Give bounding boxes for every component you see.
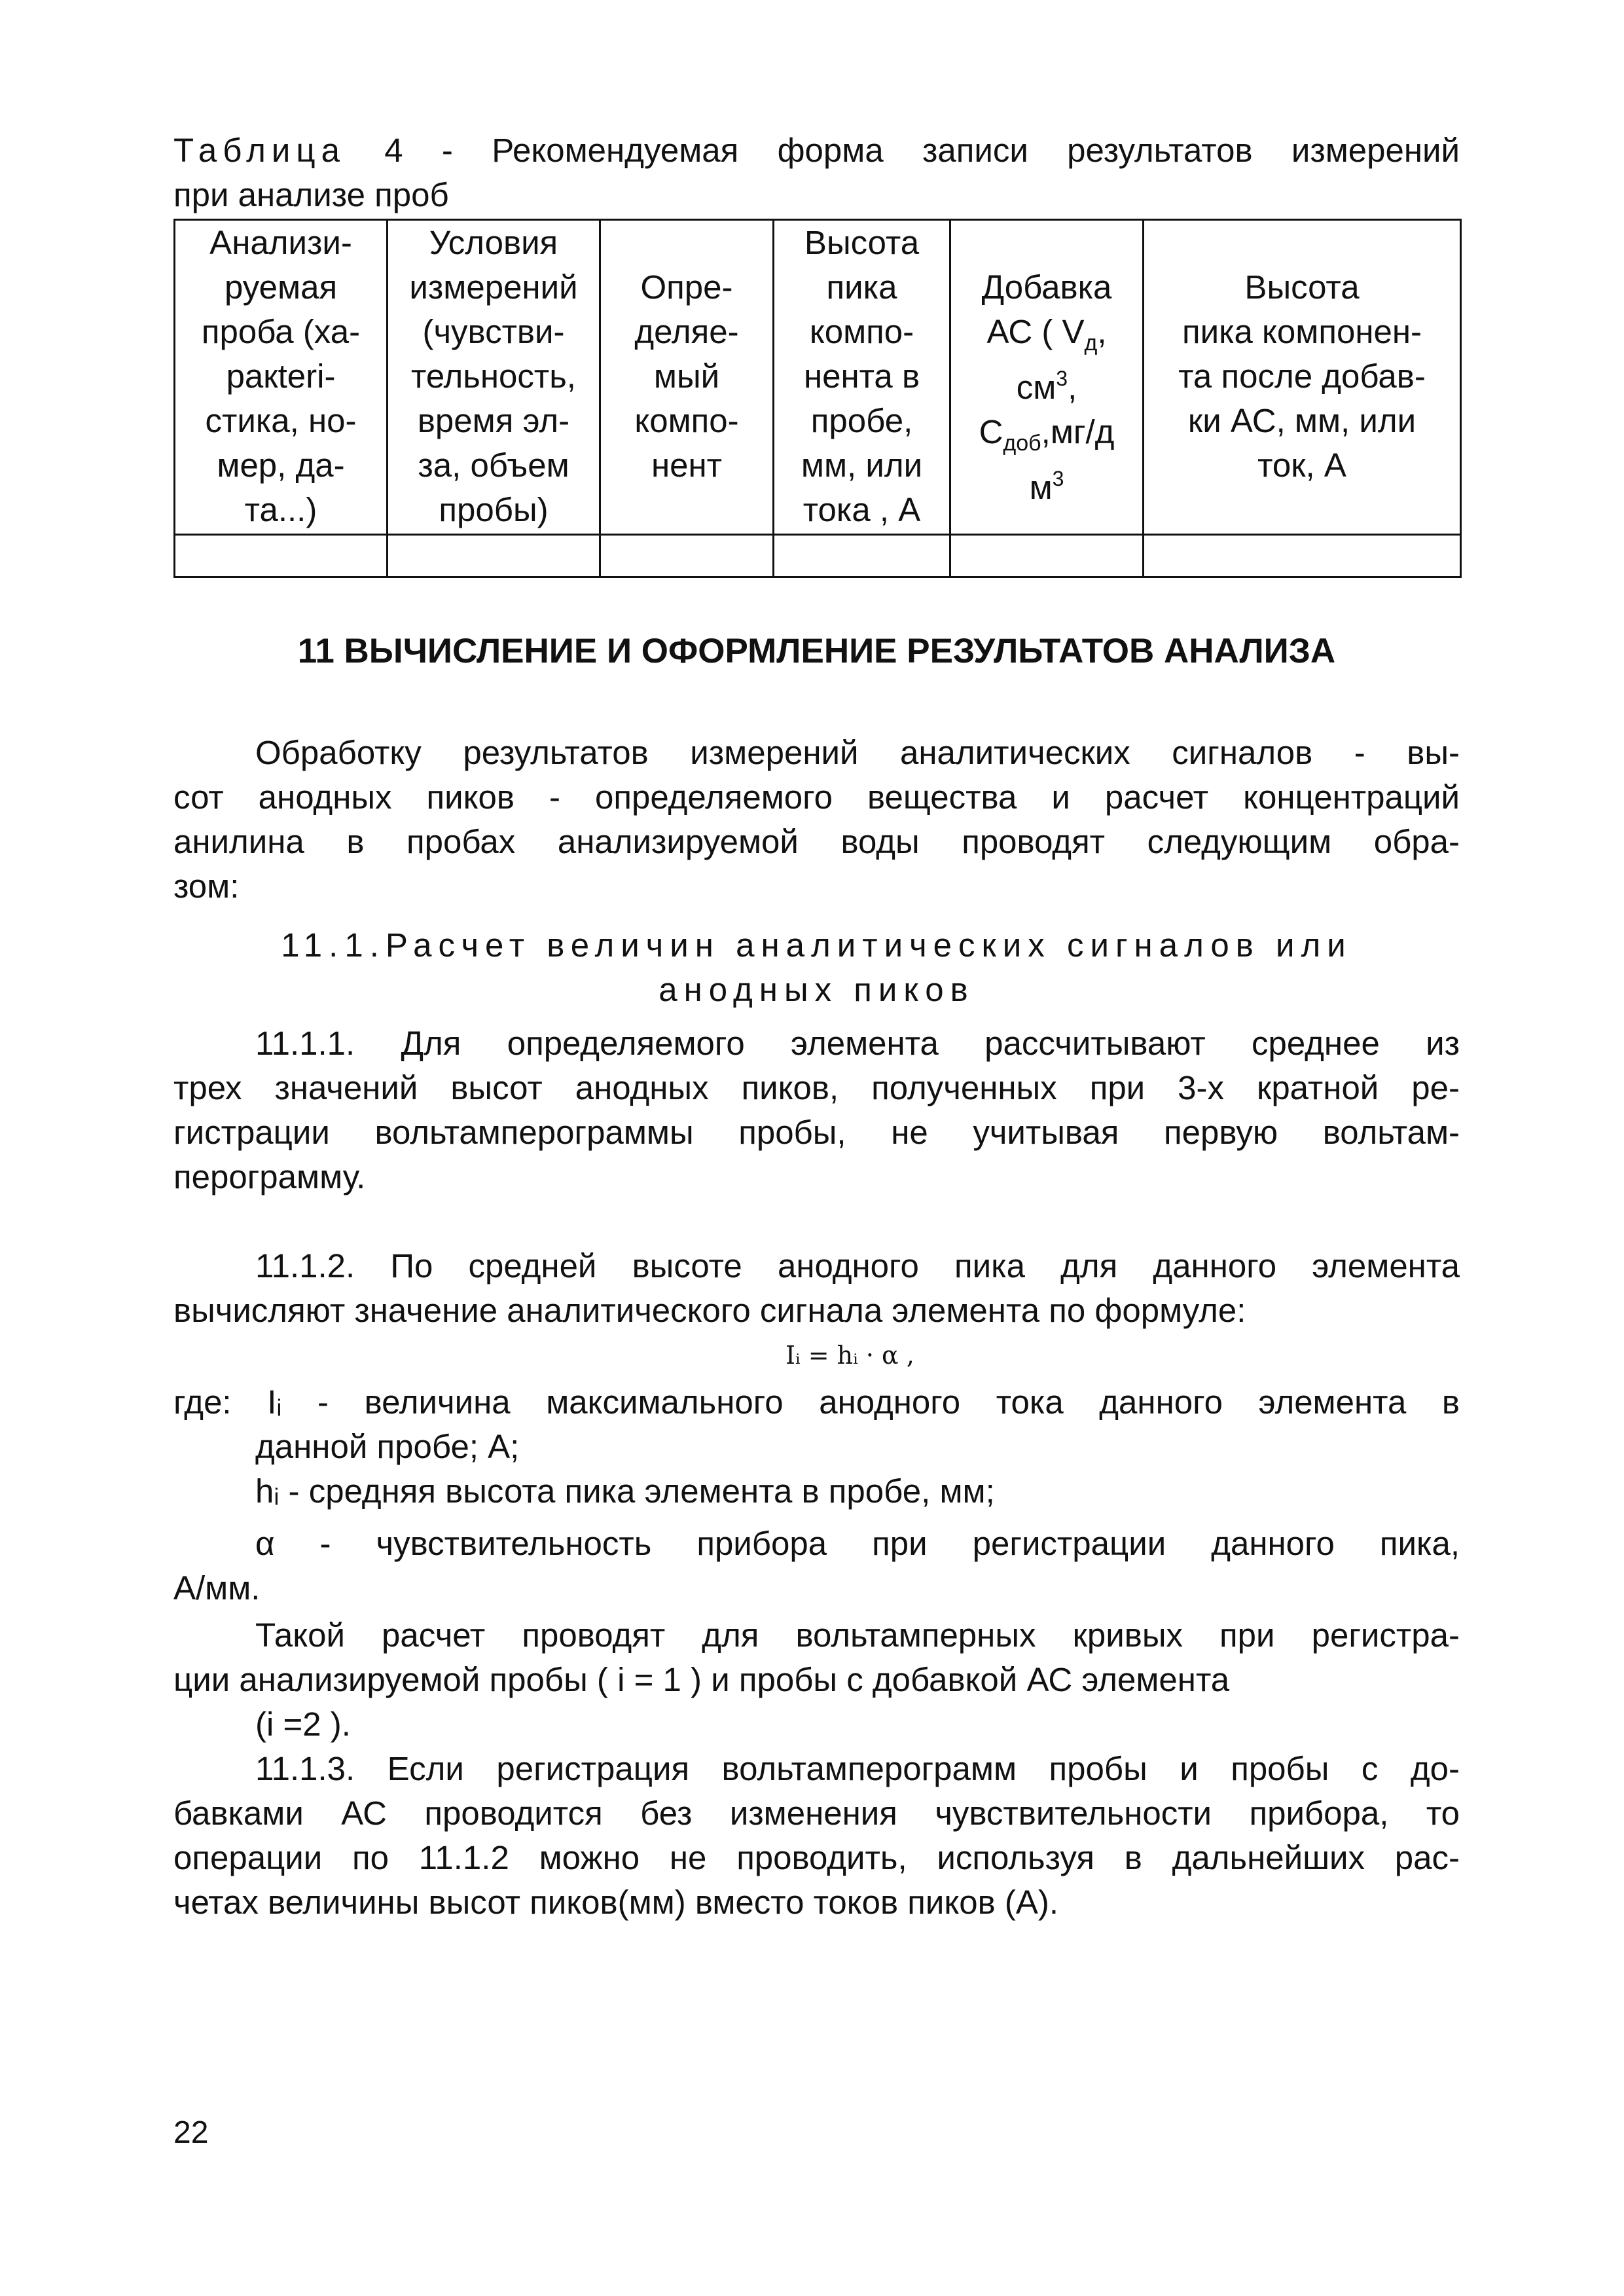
intro-line-2: сот анодных пиков - определяемого вещества и расчет концентраций (173, 778, 1460, 816)
header-cell-sample: Анализи- руемая проба (ха- ракteri- стика, но- мер, да- та...) (175, 220, 388, 535)
table-cell (175, 535, 388, 577)
p-11-1-1-line-4: перограмму. (173, 1158, 366, 1195)
table-cell (388, 535, 600, 577)
page-number: 22 (173, 2115, 209, 2150)
p-calc-line-1: Такой расчет проводят для вольтамперных кривых при регистра- (255, 1616, 1460, 1654)
header-cell-addition: Добавка АС ( $V_д$, $см^3$, $С_{доб},мг/д$ $м^3$ (950, 220, 1144, 535)
header-cell-conditions: Условия измерений (чувстви- тельность, время эл- за, объем пробы) (388, 220, 600, 535)
where-line-3: hᵢ - средняя высота пика элемента в пробе, мм; (255, 1472, 995, 1510)
section-heading: 11 ВЫЧИСЛЕНИЕ И ОФОРМЛЕНИЕ РЕЗУЛЬТАТОВ АНАЛИЗА (297, 632, 1336, 670)
where-line-2: данной пробе; А; (255, 1428, 520, 1465)
where-line-1: где: Iᵢ - величина максимального анодного тока данного элемента в (173, 1383, 1460, 1421)
p-11-1-3-line-2: бавками АС проводится без изменения чувствительности прибора, то (173, 1795, 1460, 1832)
p-11-1-1-line-2: трех значений высот анодных пиков, полученных при 3-х кратной ре- (173, 1069, 1460, 1106)
header-cell-component: Опре- деляе- мый компо- нент (600, 220, 774, 535)
p-11-1-2-line-2: вычисляют значение аналитического сигнала элемента по формуле: (173, 1292, 1246, 1329)
p-11-1-3-line-3: операции по 11.1.2 можно не проводить, используя в дальнейших рас- (173, 1839, 1460, 1876)
intro-line-3: анилина в пробах анализируемой воды проводят следующим обра- (173, 823, 1460, 860)
p-calc-line-3: (i =2 ). (255, 1705, 351, 1743)
results-form-table (173, 219, 1462, 578)
where-line-5: А/мм. (173, 1569, 261, 1607)
table-caption-line-2: при анализе проб (173, 176, 449, 213)
table-cell (1144, 535, 1461, 577)
header-cell-peak-height: Высота пика компо- нента в пробе, мм, или тока , А (774, 220, 950, 535)
table-header-row (175, 220, 1461, 535)
formula: Iᵢ = hᵢ · α , (785, 1341, 914, 1370)
where-line-4: α - чувствительность прибора при регистрации данного пика, (255, 1525, 1460, 1562)
p-calc-line-2: ции анализируемой пробы ( i = 1 ) и пробы с добавкой АС элемента (173, 1661, 1230, 1698)
table-cell (950, 535, 1144, 577)
subheading-line-2: анодных пиков (659, 971, 975, 1008)
table-empty-row (175, 535, 1461, 577)
p-11-1-3-line-1: 11.1.3. Если регистрация вольтамперограмм пробы и пробы с до- (255, 1750, 1460, 1787)
p-11-1-3-line-4: четах величины высот пиков(мм) вместо токов пиков (А). (173, 1884, 1059, 1921)
intro-line-4: зом: (173, 867, 240, 905)
table-caption-prefix: Таблица (173, 132, 346, 169)
p-11-1-2-line-1: 11.1.2. По средней высоте анодного пика для данного элемента (255, 1247, 1460, 1285)
header-cell-peak-after-addition: Высота пика компонен- та после добав- ки АС, мм, или ток, А (1144, 220, 1461, 535)
table-cell (774, 535, 950, 577)
table-caption-line-1 (173, 128, 1460, 173)
p-11-1-1-line-3: гистрации вольтамперограммы пробы, не учитывая первую вольтам- (173, 1114, 1460, 1151)
subheading-line-1: 11.1.Расчет величин аналитических сигналов или (281, 926, 1352, 964)
p-11-1-1-line-1: 11.1.1. Для определяемого элемента рассчитывают среднее из (255, 1025, 1460, 1062)
table-caption-text: 4 - Рекомендуемая форма записи результатов измерений (345, 132, 1460, 169)
table-cell (600, 535, 774, 577)
intro-line-1: Обработку результатов измерений аналитических сигналов - вы- (255, 734, 1460, 771)
